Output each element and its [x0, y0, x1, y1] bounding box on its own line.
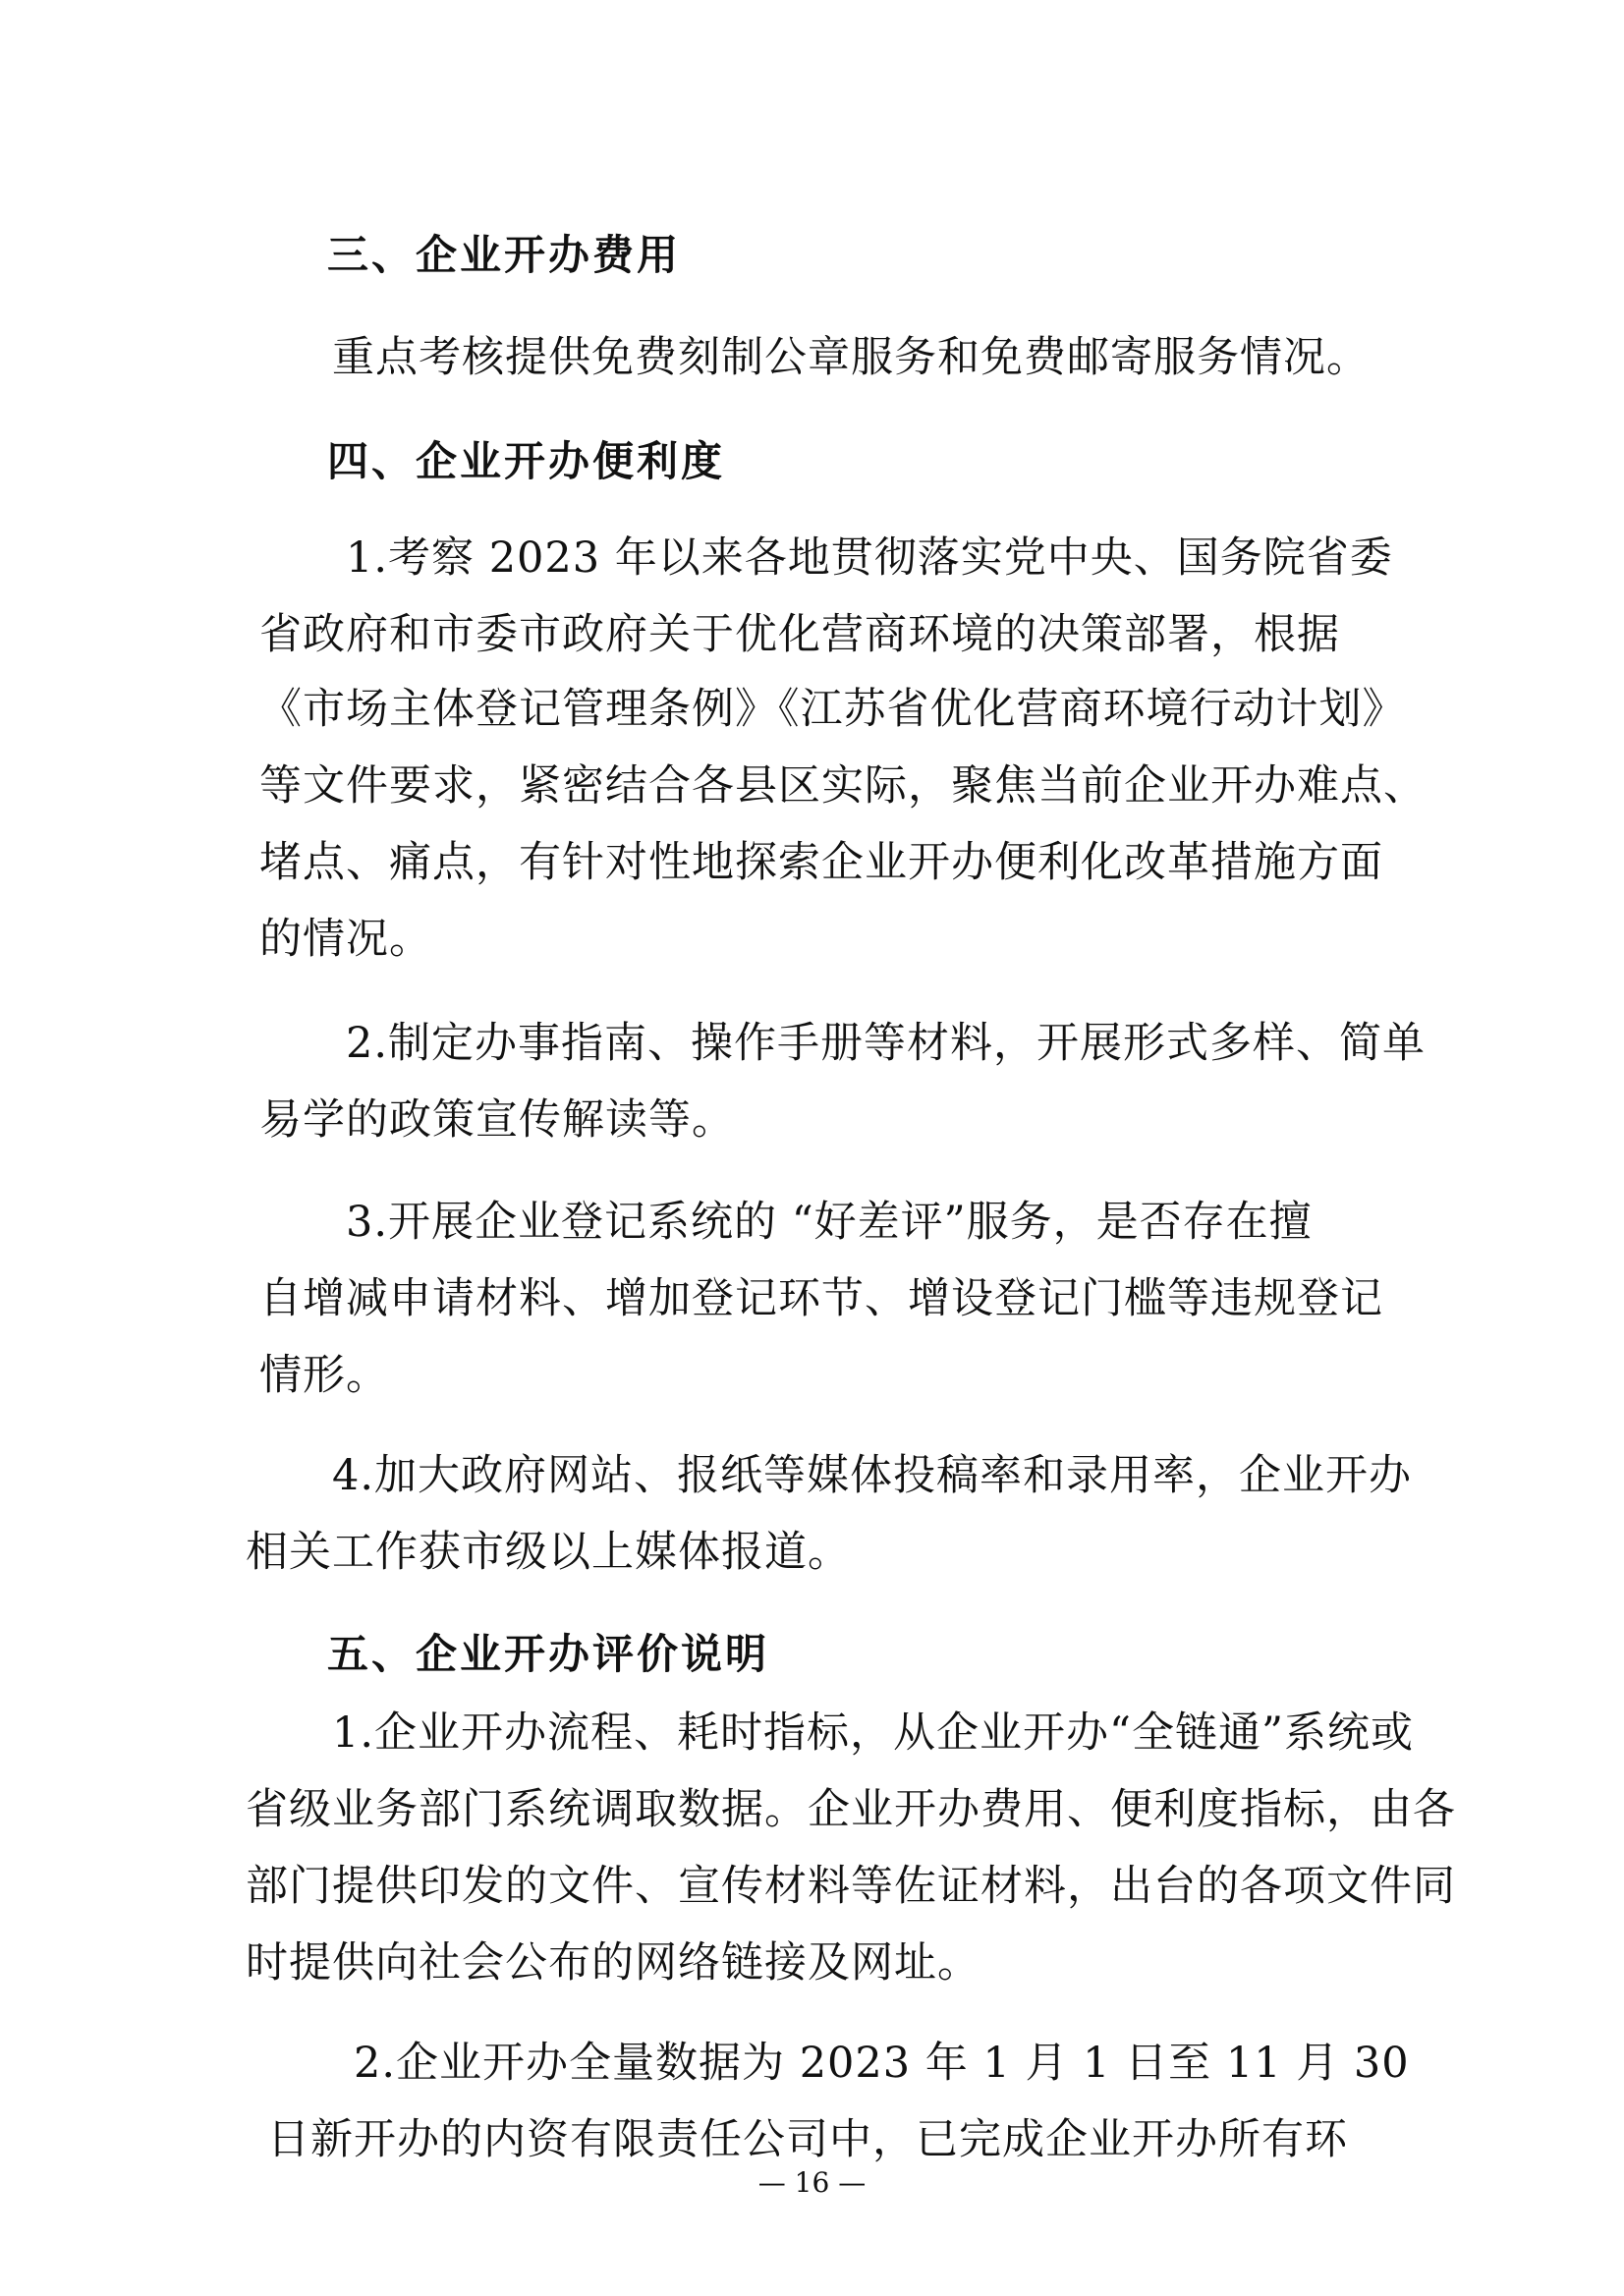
paragraph-line: 相关工作获市级以上媒体报道。 — [246, 1528, 851, 1577]
paragraph-line: 2.企业开办全量数据为 2023 年 1 月 1 日至 11 月 30 — [354, 2039, 1410, 2088]
page-number: — 16 — — [757, 2166, 867, 2199]
paragraph-line: 的情况。 — [259, 915, 432, 964]
section-heading-fees: 三、企业开办费用 — [327, 231, 682, 279]
paragraph-line: 时提供向社会公布的网络链接及网址。 — [246, 1938, 980, 1988]
paragraph-line: 等文件要求，紧密结合各县区实际，聚焦当前企业开办难点、 — [259, 761, 1427, 811]
paragraph-line: 4.加大政府网站、报纸等媒体投稿率和录用率，企业开办 — [332, 1451, 1413, 1500]
paragraph-line: 重点考核提供免费刻制公章服务和免费邮寄服务情况。 — [332, 333, 1370, 382]
paragraph-line: 省政府和市委市政府关于优化营商环境的决策部署，根据 — [259, 610, 1340, 659]
paragraph-line: 日新开办的内资有限责任公司中，已完成企业开办所有环 — [267, 2115, 1348, 2164]
section-heading-evaluation: 五、企业开办评价说明 — [327, 1630, 770, 1678]
paragraph-line: 省级业务部门系统调取数据。企业开办费用、便利度指标，由各 — [246, 1785, 1456, 1834]
paragraph-line: 情形。 — [259, 1351, 389, 1400]
paragraph-line: 自增减申请材料、增加登记环节、增设登记门槛等违规登记 — [259, 1274, 1383, 1323]
paragraph-line: 2.制定办事指南、操作手册等材料，开展形式多样、简单 — [346, 1019, 1427, 1068]
paragraph-line: 堵点、痛点，有针对性地探索企业开办便利化改革措施方面 — [259, 838, 1383, 887]
paragraph-line: 《市场主体登记管理条例》《江苏省优化营商环境行动计划》 — [259, 685, 1406, 734]
paragraph-line: 部门提供印发的文件、宣传材料等佐证材料，出台的各项文件同 — [246, 1862, 1456, 1911]
paragraph-line: 1.考察 2023 年以来各地贯彻落实党中央、国务院省委 — [346, 533, 1393, 583]
paragraph-line: 易学的政策宣传解读等。 — [259, 1095, 735, 1145]
section-heading-convenience: 四、企业开办便利度 — [327, 437, 726, 485]
paragraph-line: 3.开展企业登记系统的 “好差评”服务，是否存在擅 — [346, 1198, 1313, 1247]
paragraph-line: 1.企业开办流程、耗时指标，从企业开办“全链通”系统或 — [332, 1708, 1414, 1758]
